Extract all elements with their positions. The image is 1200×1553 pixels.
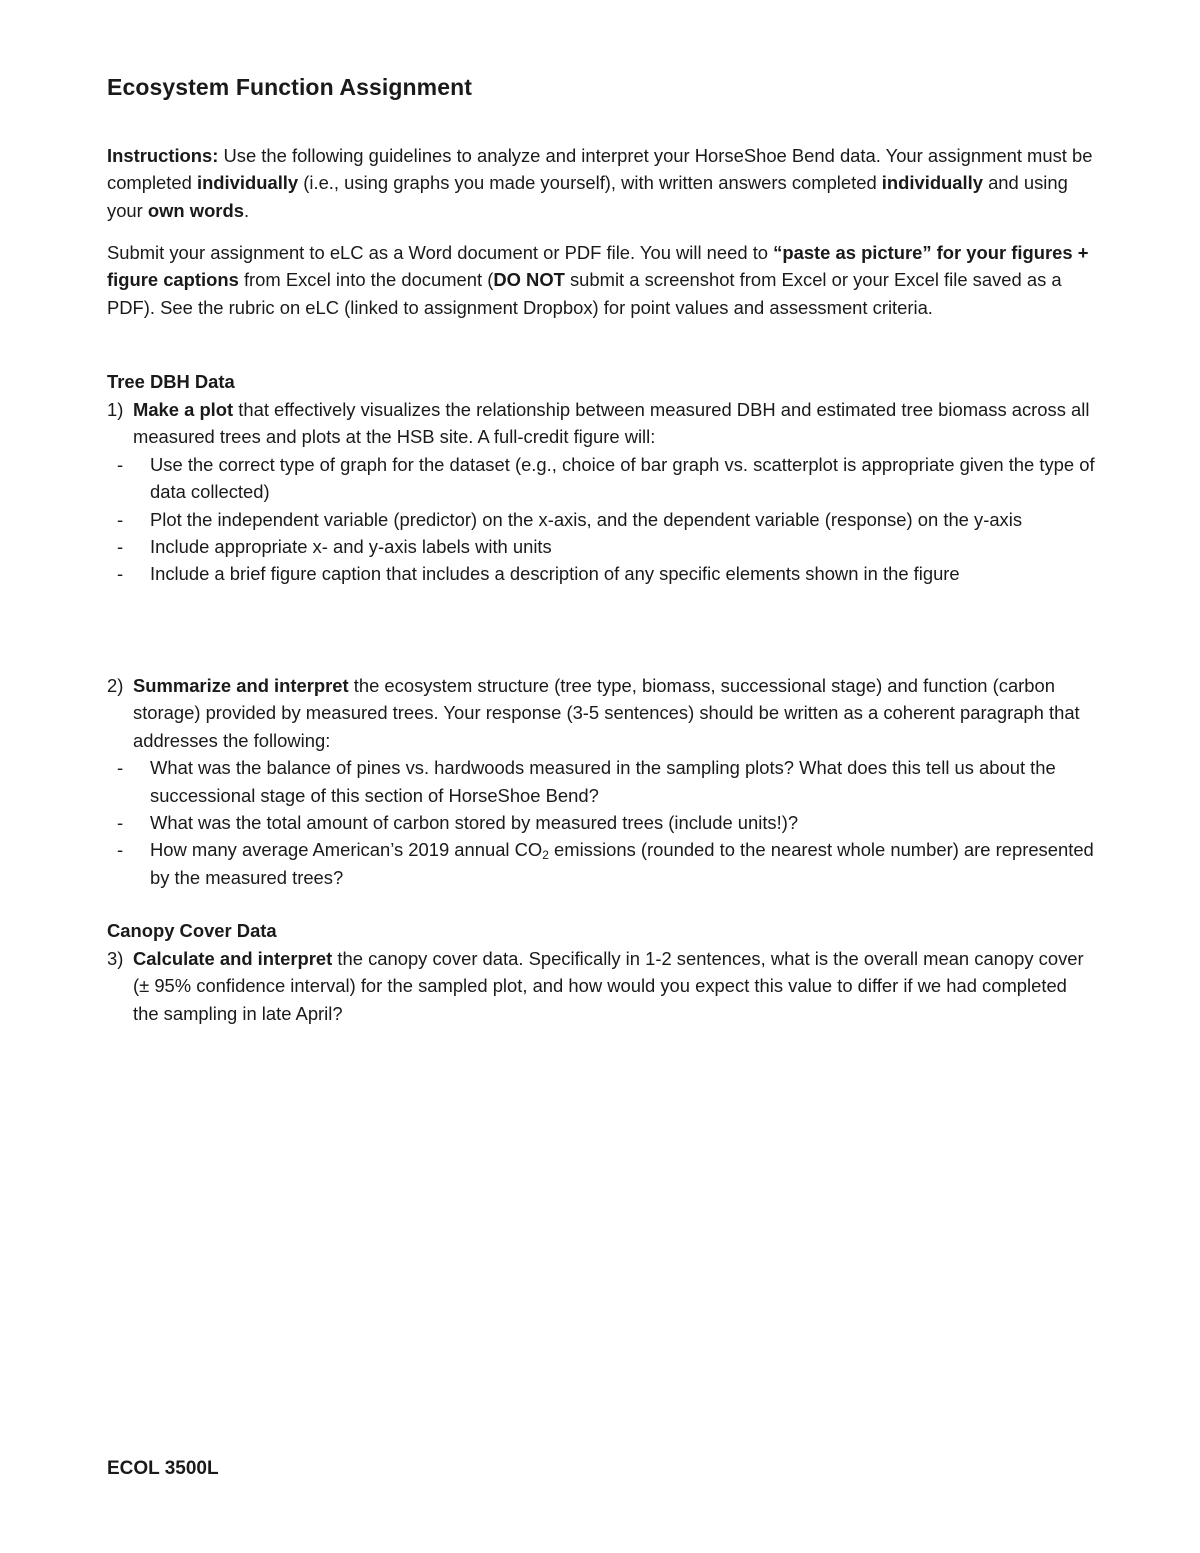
submission-text: submit a screenshot from Excel or your Excel file saved as a PDF). See the rubric on eLC (linked to assignment Dropbox) for point values and assessment criteria.	[107, 269, 1062, 318]
question-body: the canopy cover data. Specifically in 1-2 sentences, what is the overall mean canopy cover (± 95% confidence interval) for the sampled plot, and how would you expect this value to differ if we had completed the sampling in late April?	[133, 948, 1084, 1024]
question-body: the ecosystem structure (tree type, biomass, successional stage) and function (carbon storage) provided by measured trees. Your response (3-5 sentences) should be written as a coherent paragraph that addresses the following:	[133, 675, 1080, 751]
list-item-text-part: How many average American’s 2019 annual CO	[150, 839, 543, 861]
criteria-list	[107, 754, 1097, 891]
list-item	[117, 533, 1097, 560]
question-number: 3)	[107, 948, 124, 969]
question-keyword: Calculate and interpret	[133, 948, 333, 969]
question-text	[133, 945, 1097, 1027]
dash-bullet: -	[117, 563, 124, 585]
list-item-text-part: emissions (rounded to the nearest whole number) are represented by the measured trees?	[150, 839, 1094, 888]
emphasis-own-words: own words	[147, 199, 244, 221]
question-number: 1)	[107, 399, 124, 420]
page-footer: ECOL 3500L	[107, 1458, 219, 1479]
list-item-text: What was the total amount of carbon stored by measured trees (include units!)?	[150, 812, 799, 834]
question-keyword: Make a plot	[133, 399, 234, 420]
list-item	[117, 836, 1097, 891]
question-keyword: Summarize and interpret	[133, 675, 349, 696]
dash-bullet: -	[117, 839, 124, 861]
list-item-text: Include a brief figure caption that includes a description of any specific elements shown in the figure	[150, 563, 960, 585]
list-item-text: Include appropriate x- and y-axis labels with units	[150, 536, 552, 558]
section-heading-tree-dbh: Tree DBH Data	[107, 371, 235, 392]
dash-bullet: -	[117, 508, 124, 530]
emphasis-do-not: DO NOT	[493, 269, 565, 291]
submission-text: Submit your assignment to eLC as a Word document or PDF file. You will need to	[107, 242, 774, 263]
question-number: 2)	[107, 675, 124, 696]
submission-text: from Excel into the document (	[238, 269, 494, 291]
instructions-text: Use the following guidelines to analyze and interpret your HorseShoe Bend data. Your assignment must be completed	[107, 145, 1093, 194]
section-heading-canopy-cover: Canopy Cover Data	[107, 920, 277, 941]
list-item	[117, 506, 1097, 533]
document-title: Ecosystem Function Assignment	[107, 74, 473, 100]
emphasis-individually: individually	[196, 172, 299, 194]
instructions-label: Instructions:	[107, 145, 219, 166]
question-2	[107, 672, 1097, 891]
list-item	[117, 809, 1097, 836]
instructions-paragraph	[107, 142, 1097, 224]
list-item-text: Plot the independent variable (predictor) on the x-axis, and the dependent variable (response) on the y-axis	[150, 508, 1023, 530]
dash-bullet: -	[117, 453, 124, 475]
instructions-text: (i.e., using graphs you made yourself), with written answers completed	[298, 172, 882, 194]
list-item-text	[150, 836, 1097, 891]
emphasis-individually: individually	[881, 172, 983, 194]
emphasis-paste-as-picture: “paste as picture” for your figures + figure captions	[107, 242, 1089, 291]
criteria-list	[107, 451, 1097, 588]
list-item	[117, 560, 1097, 587]
list-item	[117, 451, 1097, 506]
list-item-text: What was the balance of pines vs. hardwoods measured in the sampling plots? What does this tell us about the successional stage of this section of HorseShoe Bend?	[150, 757, 1056, 806]
dash-bullet: -	[117, 536, 124, 558]
subscript: 2	[542, 848, 549, 863]
question-3	[107, 945, 1097, 1027]
list-item-text: Use the correct type of graph for the dataset (e.g., choice of bar graph vs. scatterplot is appropriate given the type of data collected)	[150, 453, 1095, 503]
dash-bullet: -	[117, 757, 124, 779]
question-text	[133, 672, 1097, 754]
instructions-text: and using your	[107, 172, 1068, 221]
question-body: that effectively visualizes the relationship between measured DBH and estimated tree biomass across all measured trees and plots at the HSB site. A full-credit figure will:	[133, 399, 1090, 448]
submission-paragraph	[107, 239, 1097, 321]
list-item	[117, 754, 1097, 809]
question-text	[133, 396, 1097, 451]
question-1	[107, 396, 1097, 588]
dash-bullet: -	[117, 812, 124, 834]
instructions-text: .	[243, 199, 250, 221]
